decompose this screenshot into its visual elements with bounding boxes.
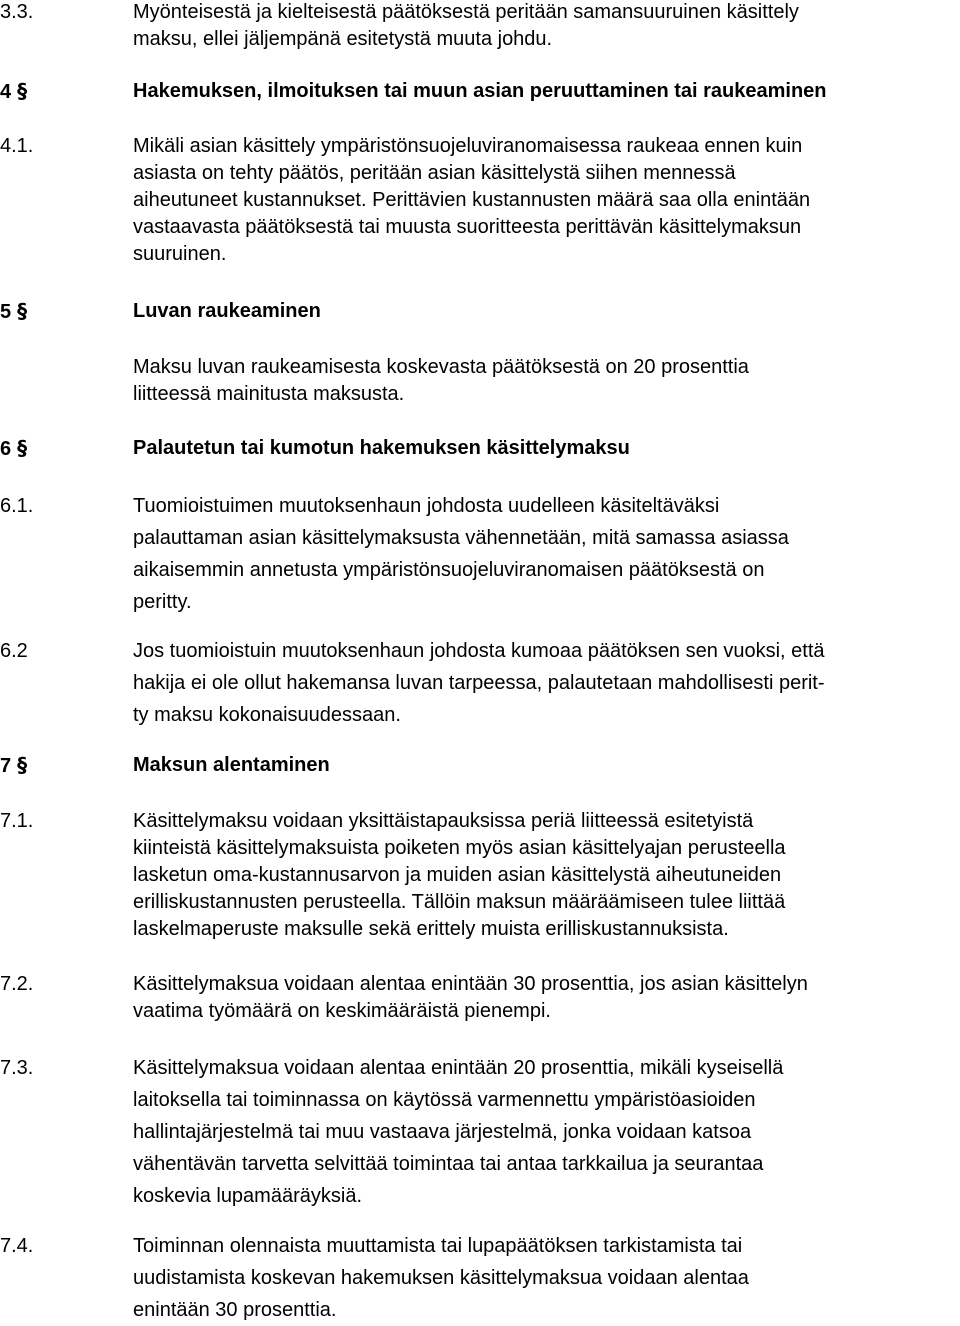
text-line: Tuomioistuimen muutoksenhaun johdosta uudelleen käsiteltäväksi: [133, 495, 720, 517]
text-line: Toiminnan olennaista muuttamista tai lupapäätöksen tarkistamista tai: [133, 1235, 743, 1257]
paragraph-number: 4.1.: [0, 135, 34, 157]
paragraph-number: 7.1.: [0, 810, 34, 832]
section-number: 4: [0, 81, 12, 103]
text-line: laitoksella tai toiminnassa on käytössä varmennettu ympäristöasioiden: [133, 1089, 756, 1111]
text-line: Myönteisestä ja kielteisestä päätöksestä peritään samansuuruinen käsittely: [133, 1, 799, 23]
text-line: aiheutuneet kustannukset. Perittävien kustannusten määrä saa olla enintään: [133, 189, 811, 211]
text-line: aikaisemmin annetusta ympäristönsuojeluviranomaisen päätöksestä on: [133, 559, 765, 581]
text-line: peritty.: [133, 591, 192, 613]
text-line: vähentävän tarvetta selvittää toimintaa tai antaa tarkkailua ja seurantaa: [133, 1153, 764, 1175]
text-line: liitteessä mainitusta maksusta.: [133, 383, 405, 405]
paragraph-number: 6.2: [0, 640, 28, 662]
section-number: 5: [0, 301, 12, 323]
paragraph-number: 3.3.: [0, 1, 34, 23]
text-line: Käsittelymaksu voidaan yksittäistapauksissa periä liitteessä esitetyistä: [133, 810, 754, 832]
section-mark: §: [17, 299, 28, 323]
text-line: Jos tuomioistuin muutoksenhaun johdosta kumoaa päätöksen sen vuoksi, että: [133, 640, 825, 662]
text-line: hallintajärjestelmä tai muu vastaava järjestelmä, jonka voidaan katsoa: [133, 1121, 752, 1143]
text-line: lasketun oma-kustannusarvon ja muiden asian käsittelystä aiheutuneiden: [133, 864, 782, 886]
section-number: 6: [0, 438, 12, 460]
paragraph-number: 7.4.: [0, 1235, 34, 1257]
section-mark: §: [17, 753, 28, 777]
text-line: erilliskustannusten perusteella. Tällöin maksun määräämiseen tulee liittää: [133, 891, 786, 913]
paragraph-number: 7.3.: [0, 1057, 34, 1079]
text-line: hakija ei ole ollut hakemansa luvan tarpeessa, palautetaan mahdollisesti perit-: [133, 672, 825, 694]
section-title: Luvan raukeaminen: [133, 300, 321, 322]
text-line: vastaavasta päätöksestä tai muusta suoritteesta perittävän käsittelymaksun: [133, 216, 802, 238]
text-line: Käsittelymaksua voidaan alentaa enintään 20 prosenttia, mikäli kyseisellä: [133, 1057, 784, 1079]
text-line: asiasta on tehty päätös, peritään asian käsittelystä siihen mennessä: [133, 162, 736, 184]
text-line: laskelmaperuste maksulle sekä erittely muista erilliskustannuksista.: [133, 918, 729, 940]
text-line: suuruinen.: [133, 243, 227, 265]
text-line: Maksu luvan raukeamisesta koskevasta päätöksestä on 20 prosenttia: [133, 356, 749, 378]
text-line: kiinteistä käsittelymaksuista poiketen myös asian käsittelyajan perusteella: [133, 837, 786, 859]
section-number: 7: [0, 755, 12, 777]
paragraph-number: 6.1.: [0, 495, 34, 517]
paragraph-number: 7.2.: [0, 973, 34, 995]
text-line: koskevia lupamääräyksiä.: [133, 1185, 362, 1207]
section-mark: §: [17, 436, 28, 460]
text-line: Käsittelymaksua voidaan alentaa enintään 30 prosenttia, jos asian käsittelyn: [133, 973, 808, 995]
text-line: vaatima työmäärä on keskimääräistä pienempi.: [133, 1000, 551, 1022]
text-line: ty maksu kokonaisuudessaan.: [133, 704, 401, 726]
text-line: palauttaman asian käsittelymaksusta vähennetään, mitä samassa asiassa: [133, 527, 789, 549]
text-line: enintään 30 prosenttia.: [133, 1299, 337, 1321]
text-line: maksu, ellei jäljempänä esitetystä muuta johdu.: [133, 28, 553, 50]
section-title: Palautetun tai kumotun hakemuksen käsittelymaksu: [133, 437, 630, 459]
section-title: Hakemuksen, ilmoituksen tai muun asian peruuttaminen tai raukeaminen: [133, 80, 827, 102]
section-title: Maksun alentaminen: [133, 754, 330, 776]
text-line: uudistamista koskevan hakemuksen käsittelymaksua voidaan alentaa: [133, 1267, 749, 1289]
text-line: Mikäli asian käsittely ympäristönsuojeluviranomaisessa raukeaa ennen kuin: [133, 135, 803, 157]
section-mark: §: [17, 79, 28, 103]
